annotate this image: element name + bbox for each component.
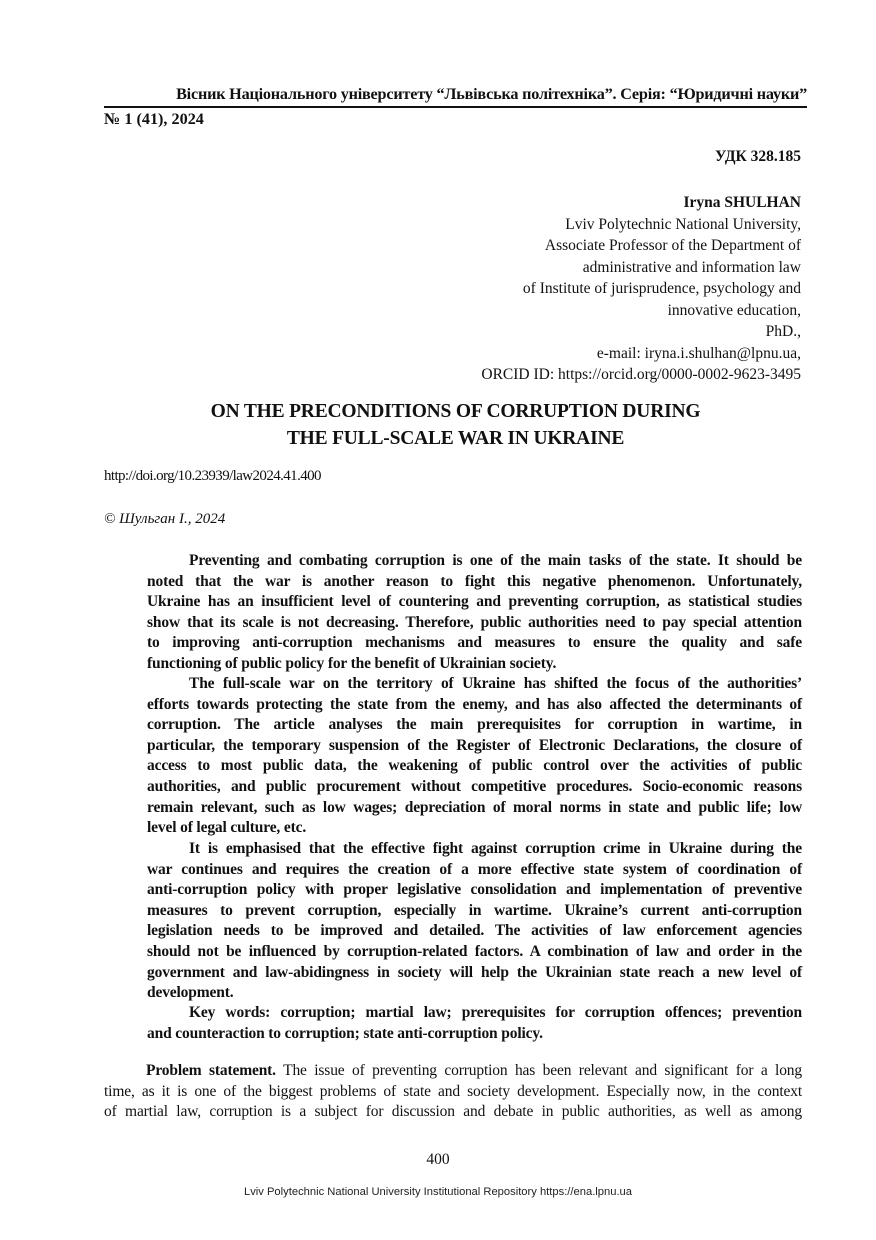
- text-line: efforts towards protecting the state from the enemy, and has also affected the determinants of: [147, 695, 802, 713]
- text-line: level of legal culture, etc.: [147, 819, 307, 837]
- copyright-notice: © Шульган І., 2024: [104, 511, 226, 527]
- abstract-paragraph-1: [147, 551, 802, 675]
- text-line: measures to prevent corruption, especially in wartime. Ukraine’s current anti-corruption: [147, 901, 802, 919]
- text-line: authorities, and public procurement without competitive procedures. Socio-economic reasons: [147, 777, 802, 795]
- affiliation-line: of Institute of jurisprudence, psychology and: [522, 280, 801, 297]
- text-line: particular, the temporary suspension of the Register of Electronic Declarations, the closure of: [147, 736, 802, 754]
- keywords: [147, 1003, 802, 1044]
- text-line: noted that the war is another reason to fight this negative phenomenon. Unfortunately,: [147, 572, 802, 590]
- repository-footer: Lviv Polytechnic National University Institutional Repository https://ena.lpnu.ua: [243, 1186, 633, 1198]
- text-line: war continues and requires the creation of a more effective state system of coordination of: [147, 860, 802, 878]
- doi-link[interactable]: http://doi.org/10.23939/law2024.41.400: [104, 468, 321, 484]
- title-line: THE FULL-SCALE WAR IN UKRAINE: [286, 428, 625, 449]
- article-title: [104, 398, 807, 452]
- text-fragment: The issue of preventing corruption has been relevant and significant for a long: [275, 1062, 802, 1079]
- text-line: of martial law, corruption is a subject for discussion and debate in public authorities, as well as among: [104, 1103, 802, 1121]
- affiliation-line: innovative education,: [667, 301, 801, 319]
- author-block: [481, 192, 801, 386]
- text-line: The full-scale war on the territory of Ukraine has shifted the focus of the authorities’: [189, 675, 802, 692]
- text-line: anti-corruption policy with proper legislative consolidation and implementation of preventive: [147, 881, 802, 899]
- text-line: functioning of public policy for the benefit of Ukrainian society.: [147, 654, 557, 672]
- text-line: Preventing and combating corruption is one of the main tasks of the state. It should be: [189, 552, 802, 569]
- page-number: 400: [426, 1151, 450, 1168]
- text-line: Ukraine has an insufficient level of countering and preventing corruption, as statistical studies: [147, 593, 802, 611]
- author-name: Iryna SHULHAN: [683, 194, 801, 211]
- abstract-paragraph-3: [147, 839, 802, 1004]
- affiliation-line: Lviv Polytechnic National University,: [565, 215, 801, 233]
- affiliation-line: Associate Professor of the Department of: [544, 237, 801, 254]
- affiliation-line: administrative and information law: [582, 258, 801, 276]
- problem-statement: [104, 1061, 802, 1123]
- section-label: Problem statement.: [146, 1062, 276, 1079]
- text-line: should not be influenced by corruption-related factors. A combination of law and order in the: [147, 942, 802, 960]
- text-line: show that its scale is not decreasing. Therefore, public authorities need to pay special attention: [147, 613, 802, 631]
- author-degree: PhD.,: [765, 323, 801, 340]
- text-line: remain relevant, such as low wages; depreciation of moral norms in state and public life; low: [147, 798, 802, 816]
- text-line: [104, 1061, 802, 1082]
- text-line: access to most public data, the weakening of public control over the activities of public: [147, 757, 802, 775]
- text-line: to improving anti-corruption mechanisms and measures to ensure the quality and safe: [147, 634, 802, 652]
- issue-number: № 1 (41), 2024: [104, 110, 204, 128]
- journal-header: Вісник Національного університету “Львівська політехніка”. Серія: “Юридичні науки”: [176, 85, 807, 103]
- text-line: Key words: corruption; martial law; prerequisites for corruption offences; prevention: [189, 1004, 802, 1021]
- title-line: ON THE PRECONDITIONS OF CORRUPTION DURING: [210, 401, 701, 422]
- text-line: government and law-abidingness in society will help the Ukrainian state reach a new level of: [147, 963, 802, 981]
- author-orcid[interactable]: ORCID ID: https://orcid.org/0000-0002-9623-3495: [481, 366, 801, 383]
- text-line: legislation needs to be improved and detailed. The activities of law enforcement agencies: [147, 922, 802, 940]
- text-line: It is emphasised that the effective fight against corruption crime in Ukraine during the: [189, 840, 802, 857]
- text-line: time, as it is one of the biggest problems of state and society development. Especially now, in the context: [104, 1082, 802, 1100]
- udk-code: УДК 328.185: [715, 148, 801, 165]
- author-email[interactable]: e-mail: iryna.i.shulhan@lpnu.ua,: [596, 344, 801, 362]
- text-line: and counteraction to corruption; state anti-corruption policy.: [147, 1024, 543, 1042]
- header-divider: [104, 106, 807, 108]
- abstract-paragraph-2: [147, 674, 802, 839]
- text-line: corruption. The article analyses the main prerequisites for corruption in wartime, in: [147, 716, 802, 734]
- text-line: development.: [147, 984, 234, 1002]
